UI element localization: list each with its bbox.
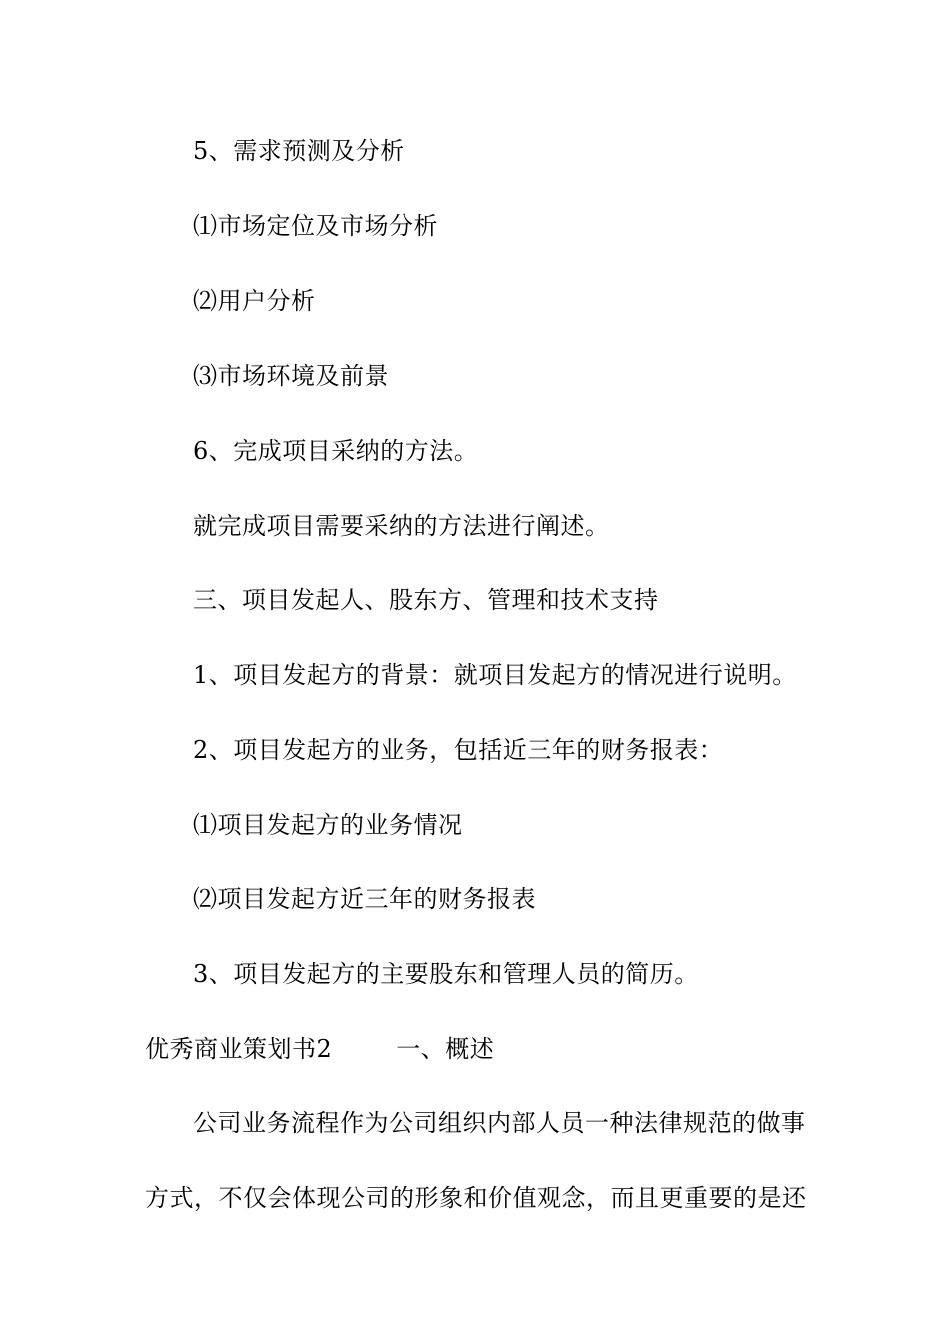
text-line: 6、完成项目采纳的方法。 bbox=[193, 437, 479, 465]
text-line: ⑵用户分析 bbox=[193, 287, 316, 315]
text-line: ⑴市场定位及市场分析 bbox=[193, 212, 438, 240]
text-line: ⑴项目发起方的业务情况 bbox=[193, 811, 463, 839]
text-line: 2、项目发起方的业务，包括近三年的财务报表： bbox=[193, 736, 724, 764]
section-heading: 三、项目发起人、股东方、管理和技术支持 bbox=[193, 586, 659, 614]
document-section-subtitle: 一、概述 bbox=[396, 1035, 495, 1063]
text-line: ⑶市场环境及前景 bbox=[193, 362, 389, 390]
document-section-title-row bbox=[145, 1034, 494, 1064]
text-line: 就完成项目需要采纳的方法进行阐述。 bbox=[193, 512, 610, 540]
document-section-title: 优秀商业策划书2 bbox=[145, 1035, 333, 1063]
paragraph-line: 公司业务流程作为公司组织内部人员一种法律规范的做事 bbox=[193, 1109, 806, 1137]
text-line: 5、需求预测及分析 bbox=[193, 137, 405, 165]
paragraph-line: 方式，不仅会体现公司的形象和价值观念，而且更重要的是还 bbox=[145, 1184, 807, 1212]
text-line: ⑵项目发起方近三年的财务报表 bbox=[193, 885, 536, 913]
text-line: 3、项目发起方的主要股东和管理人员的简历。 bbox=[193, 960, 699, 988]
text-line: 1、项目发起方的背景：就项目发起方的情况进行说明。 bbox=[193, 661, 797, 689]
